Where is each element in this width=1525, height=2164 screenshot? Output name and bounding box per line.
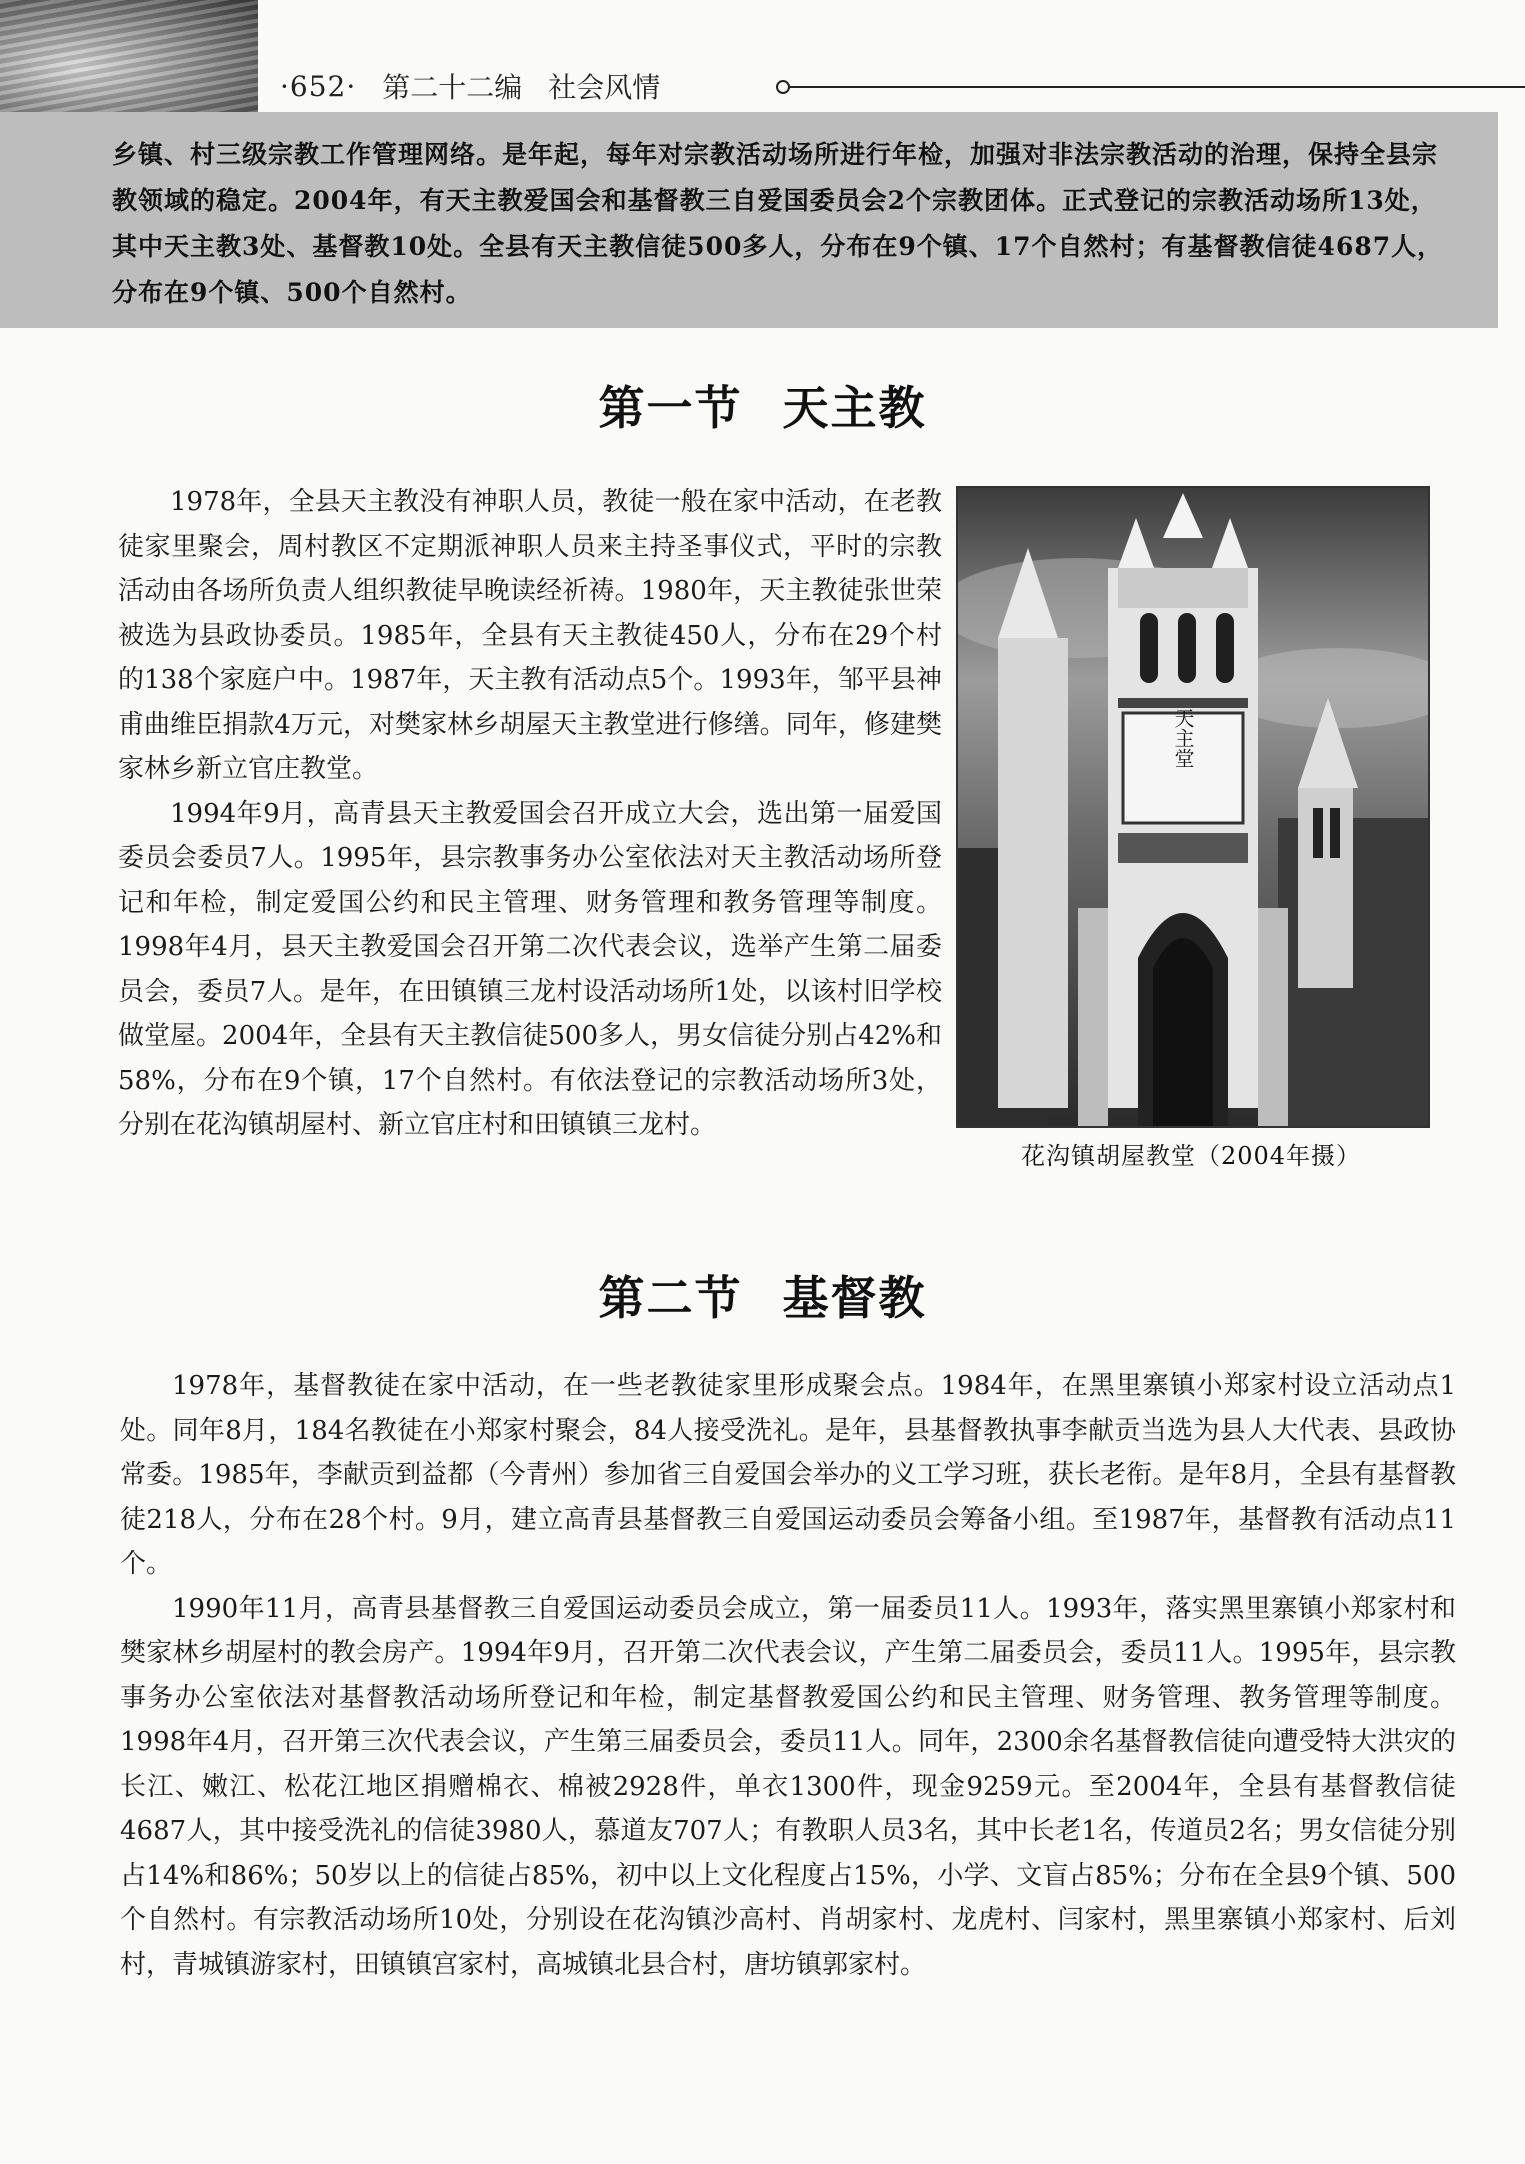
church-illustration <box>958 488 1428 1126</box>
section-1-body <box>118 480 942 1148</box>
section-1-number: 第一节 <box>598 381 743 435</box>
header-rule <box>780 86 1525 88</box>
running-header <box>280 66 660 106</box>
section-2-paragraph: 1978年，基督教徒在家中活动，在一些老教徒家里形成聚会点。1984年，在黑里寨镇小郑家村设立活动点1处。同年8月，184名教徒在小郑家村聚会，84人接受洗礼。是年，县基督教执事李献贡当选为县人大代表、县政协常委。1985年，李献贡到益都（今青州）参加省三自爱国会举办的义工学习班，获长老衔。是年8月，全县有基督教徒218人，分布在28个村。9月，建立高青县基督教三自爱国运动委员会筹备小组。至1987年，基督教有活动点11个。 <box>120 1371 1456 1579</box>
part-title: 第二十二编 <box>382 71 523 104</box>
intro-shaded-box <box>0 112 1498 328</box>
section-2-heading <box>0 1262 1525 1328</box>
section-2-body <box>120 1364 1456 1987</box>
section-2-paragraph: 1990年11月，高青县基督教三自爱国运动委员会成立，第一届委员11人。1993年，落实黑里寨镇小郑家村和樊家林乡胡屋村的教会房产。1994年9月，召开第二次代表会议，产生第二届委员会，委员11人。1995年，县宗教事务办公室依法对基督教活动场所登记和年检，制定基督教爱国公约和民主管理、财务管理、教务管理等制度。1998年4月，召开第三次代表会议，产生第三届委员会，委员11人。同年，2300余名基督教信徒向遭受特大洪灾的长江、嫩江、松花江地区捐赠棉衣、棉被2928件，单衣1300件，现金9259元。至2004年，全县有基督教信徒4687人，其中接受洗礼的信徒3980人，慕道友707人；有教职人员3名，其中长老1名，传道员2名；男女信徒分别占14%和86%；50岁以上的信徒占85%，初中以上文化程度占15%，小学、文盲占85%；分布在全县9个镇、500个自然村。有宗教活动场所10处，分别设在花沟镇沙高村、肖胡家村、龙虎村、闫家村，黑里寨镇小郑家村、后刘村，青城镇游家村，田镇镇宫家村，高城镇北县合村，唐坊镇郭家村。 <box>120 1593 1456 1980</box>
section-1-heading <box>0 372 1525 438</box>
section-1-title: 天主教 <box>782 381 927 435</box>
section-1-paragraph: 1994年9月，高青县天主教爱国会召开成立大会，选出第一届爱国委员会委员7人。1995年，县宗教事务办公室依法对天主教活动场所登记和年检，制定爱国公约和民主管理、财务管理和教务管理等制度。1998年4月，县天主教爱国会召开第二次代表会议，选举产生第二届委员会，委员7人。是年，在田镇镇三龙村设活动场所1处，以该村旧学校做堂屋。2004年，全县有天主教信徒500多人，男女信徒分别占42%和58%，分布在9个镇，17个自然村。有依法登记的宗教活动场所3处，分别在花沟镇胡屋村、新立官庄村和田镇镇三龙村。 <box>118 798 942 1140</box>
church-sign: 天主堂 <box>1171 708 1195 768</box>
section-2-title: 基督教 <box>782 1271 927 1325</box>
photo-caption: 花沟镇胡屋教堂（2004年摄） <box>1020 1142 1362 1170</box>
header-rule-dot <box>776 80 790 94</box>
intro-paragraph: 乡镇、村三级宗教工作管理网络。是年起，每年对宗教活动场所进行年检，加强对非法宗教活动的治理，保持全县宗教领域的稳定。2004年，有天主教爱国会和基督教三自爱国委员会2个宗教团体。正式登记的宗教活动场所13处，其中天主教3处、基督教10处。全县有天主教信徒500多人，分布在9个镇、17个自然村；有基督教信徒4687人，分布在9个镇、500个自然村。 <box>112 140 1444 307</box>
church-photo <box>956 486 1430 1128</box>
section-1-paragraph: 1978年，全县天主教没有神职人员，教徒一般在家中活动，在老教徒家里聚会，周村教区不定期派神职人员来主持圣事仪式，平时的宗教活动由各场所负责人组织教徒早晚读经祈祷。1980年，天主教徒张世荣被选为县政协委员。1985年，全县有天主教徒450人，分布在29个村的138个家庭户中。1987年，天主教有活动点5个。1993年，邹平县神甫曲维臣捐款4万元，对樊家林乡胡屋天主教堂进行修缮。同年，修建樊家林乡新立官庄教堂。 <box>118 487 942 784</box>
section-2-number: 第二节 <box>598 1271 743 1325</box>
part-subtitle: 社会风情 <box>548 71 661 104</box>
corner-decorative-photo <box>0 0 258 112</box>
page-number: ·652· <box>280 69 357 103</box>
